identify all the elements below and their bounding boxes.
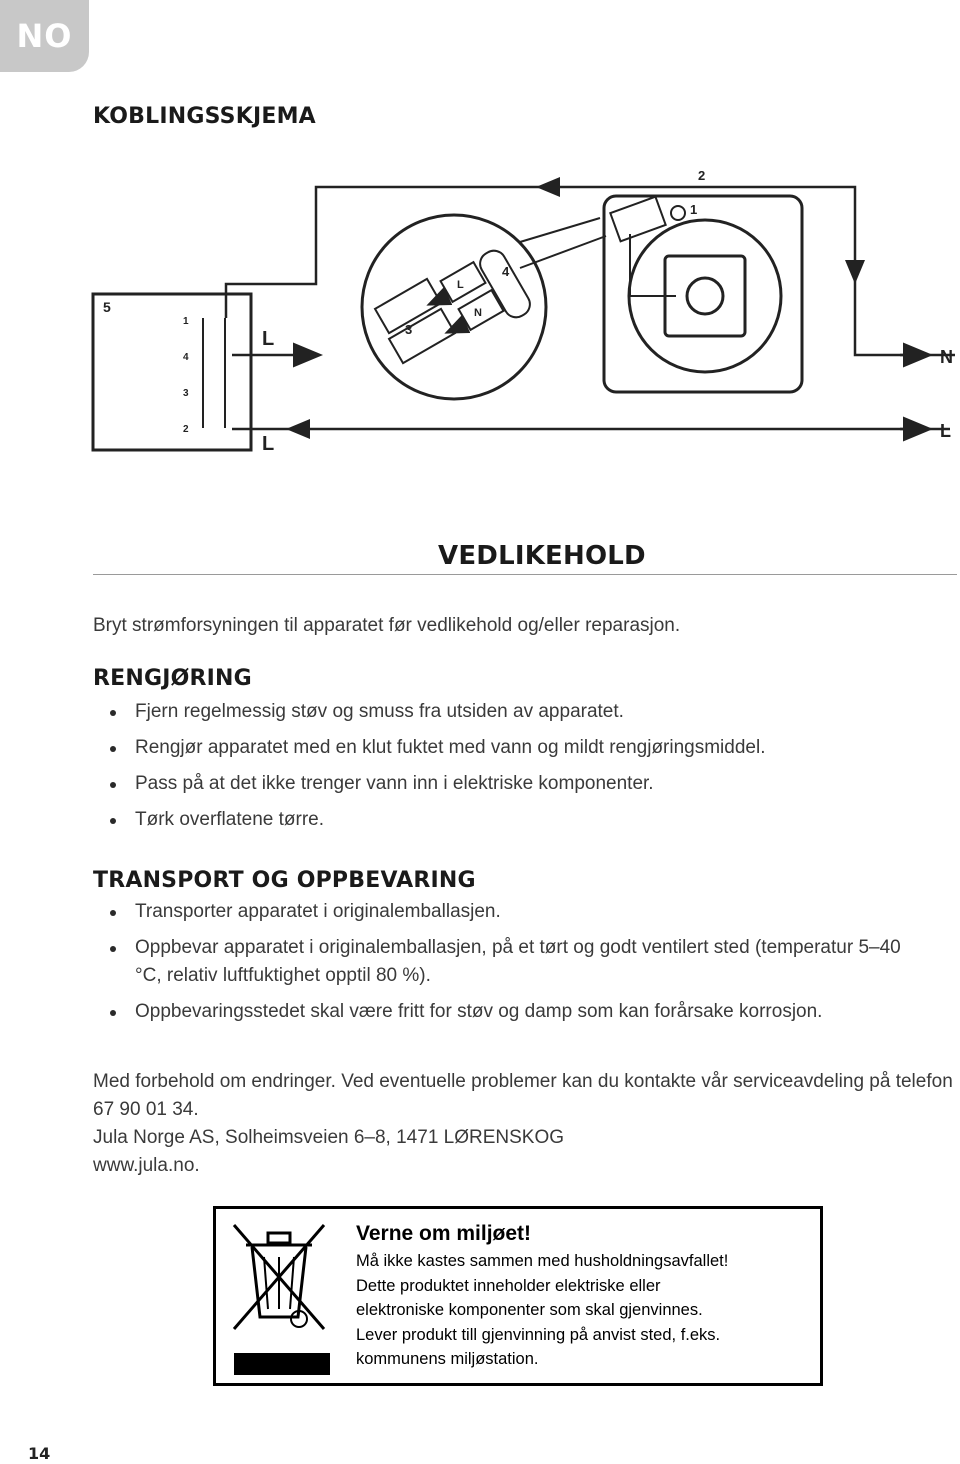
list-item: Pass på at det ikke trenger vann inn i elektriske komponenter.	[93, 770, 913, 798]
environment-title: Verne om miljøet!	[356, 1222, 532, 1245]
list-item: Oppbevar apparatet i originalemballasjen, på et tørt og godt ventilert sted (temperatur 5–40 °C, relativ luftfuktighet opptil 80 %).	[93, 934, 913, 990]
switch-box	[93, 294, 251, 450]
contact-block	[93, 1068, 957, 1180]
terminal-callout	[362, 215, 546, 399]
terminal-2-label: 2	[183, 424, 189, 435]
environment-notice	[213, 1206, 823, 1386]
transport-heading: TRANSPORT OG OPPBEVARING	[93, 868, 476, 893]
language-tab: NO	[0, 0, 89, 72]
environment-line: kommunens miljøstation.	[356, 1350, 539, 1368]
fan-2-label: 2	[698, 168, 706, 183]
crossed-bin-icon	[224, 1217, 332, 1377]
out-N-label: N	[940, 347, 953, 367]
environment-line: Må ikke kastes sammen med husholdningsavfallet!	[356, 1252, 729, 1270]
list-item: Oppbevaringsstedet skal være fritt for støv og damp som kan forårsake korrosjon.	[93, 998, 913, 1026]
maintenance-heading: VEDLIKEHOLD	[438, 541, 646, 571]
page-number: 14	[28, 1444, 51, 1463]
section-divider	[93, 574, 957, 575]
wiring-diagram	[0, 150, 960, 470]
list-item: Rengjør apparatet med en klut fuktet med vann og mildt rengjøringsmiddel.	[93, 734, 913, 762]
website-link[interactable]: www.jula.no.	[93, 1155, 200, 1176]
cleaning-list	[93, 698, 913, 842]
address-text: Jula Norge AS, Solheimsveien 6–8, 1471 LØRENSKOG	[93, 1127, 565, 1148]
block-N-label: N	[474, 307, 482, 319]
list-item: Tørk overflatene tørre.	[93, 806, 913, 834]
environment-line: Lever produkt till gjenvinning på anvist sted, f.eks.	[356, 1325, 721, 1344]
wiring-diagram-heading: KOBLINGSSKJEMA	[93, 104, 316, 129]
fan-1-label: 1	[690, 202, 698, 217]
transport-list	[93, 898, 913, 1034]
terminal-1-label: 1	[183, 316, 189, 327]
environment-line: elektroniske komponenter som skal gjenvinnes.	[356, 1301, 703, 1319]
block-L-label: L	[457, 279, 464, 291]
cleaning-heading: RENGJØRING	[93, 666, 252, 691]
list-item: Fjern regelmessig støv og smuss fra utsiden av apparatet.	[93, 698, 913, 726]
fan-unit	[604, 196, 802, 392]
L-top-label: L	[262, 328, 275, 350]
maintenance-intro: Bryt strømforsyningen til apparatet før vedlikehold og/eller reparasjon.	[93, 615, 681, 636]
out-L-label: L	[940, 421, 951, 441]
callout-4-label: 4	[502, 264, 510, 279]
callout-3-label: 3	[405, 322, 413, 337]
switch-box-label: 5	[103, 299, 111, 315]
terminal-4-label: 4	[183, 352, 189, 363]
environment-line: Dette produktet inneholder elektriske eller	[356, 1276, 661, 1295]
L-bottom-label: L	[262, 433, 275, 455]
list-item: Transporter apparatet i originalemballasjen.	[93, 898, 913, 926]
terminal-3-label: 3	[183, 388, 189, 399]
service-text: Med forbehold om endringer. Ved eventuelle problemer kan du kontakte vår serviceavdeling på telefon 67 90 01 34.	[93, 1071, 953, 1120]
